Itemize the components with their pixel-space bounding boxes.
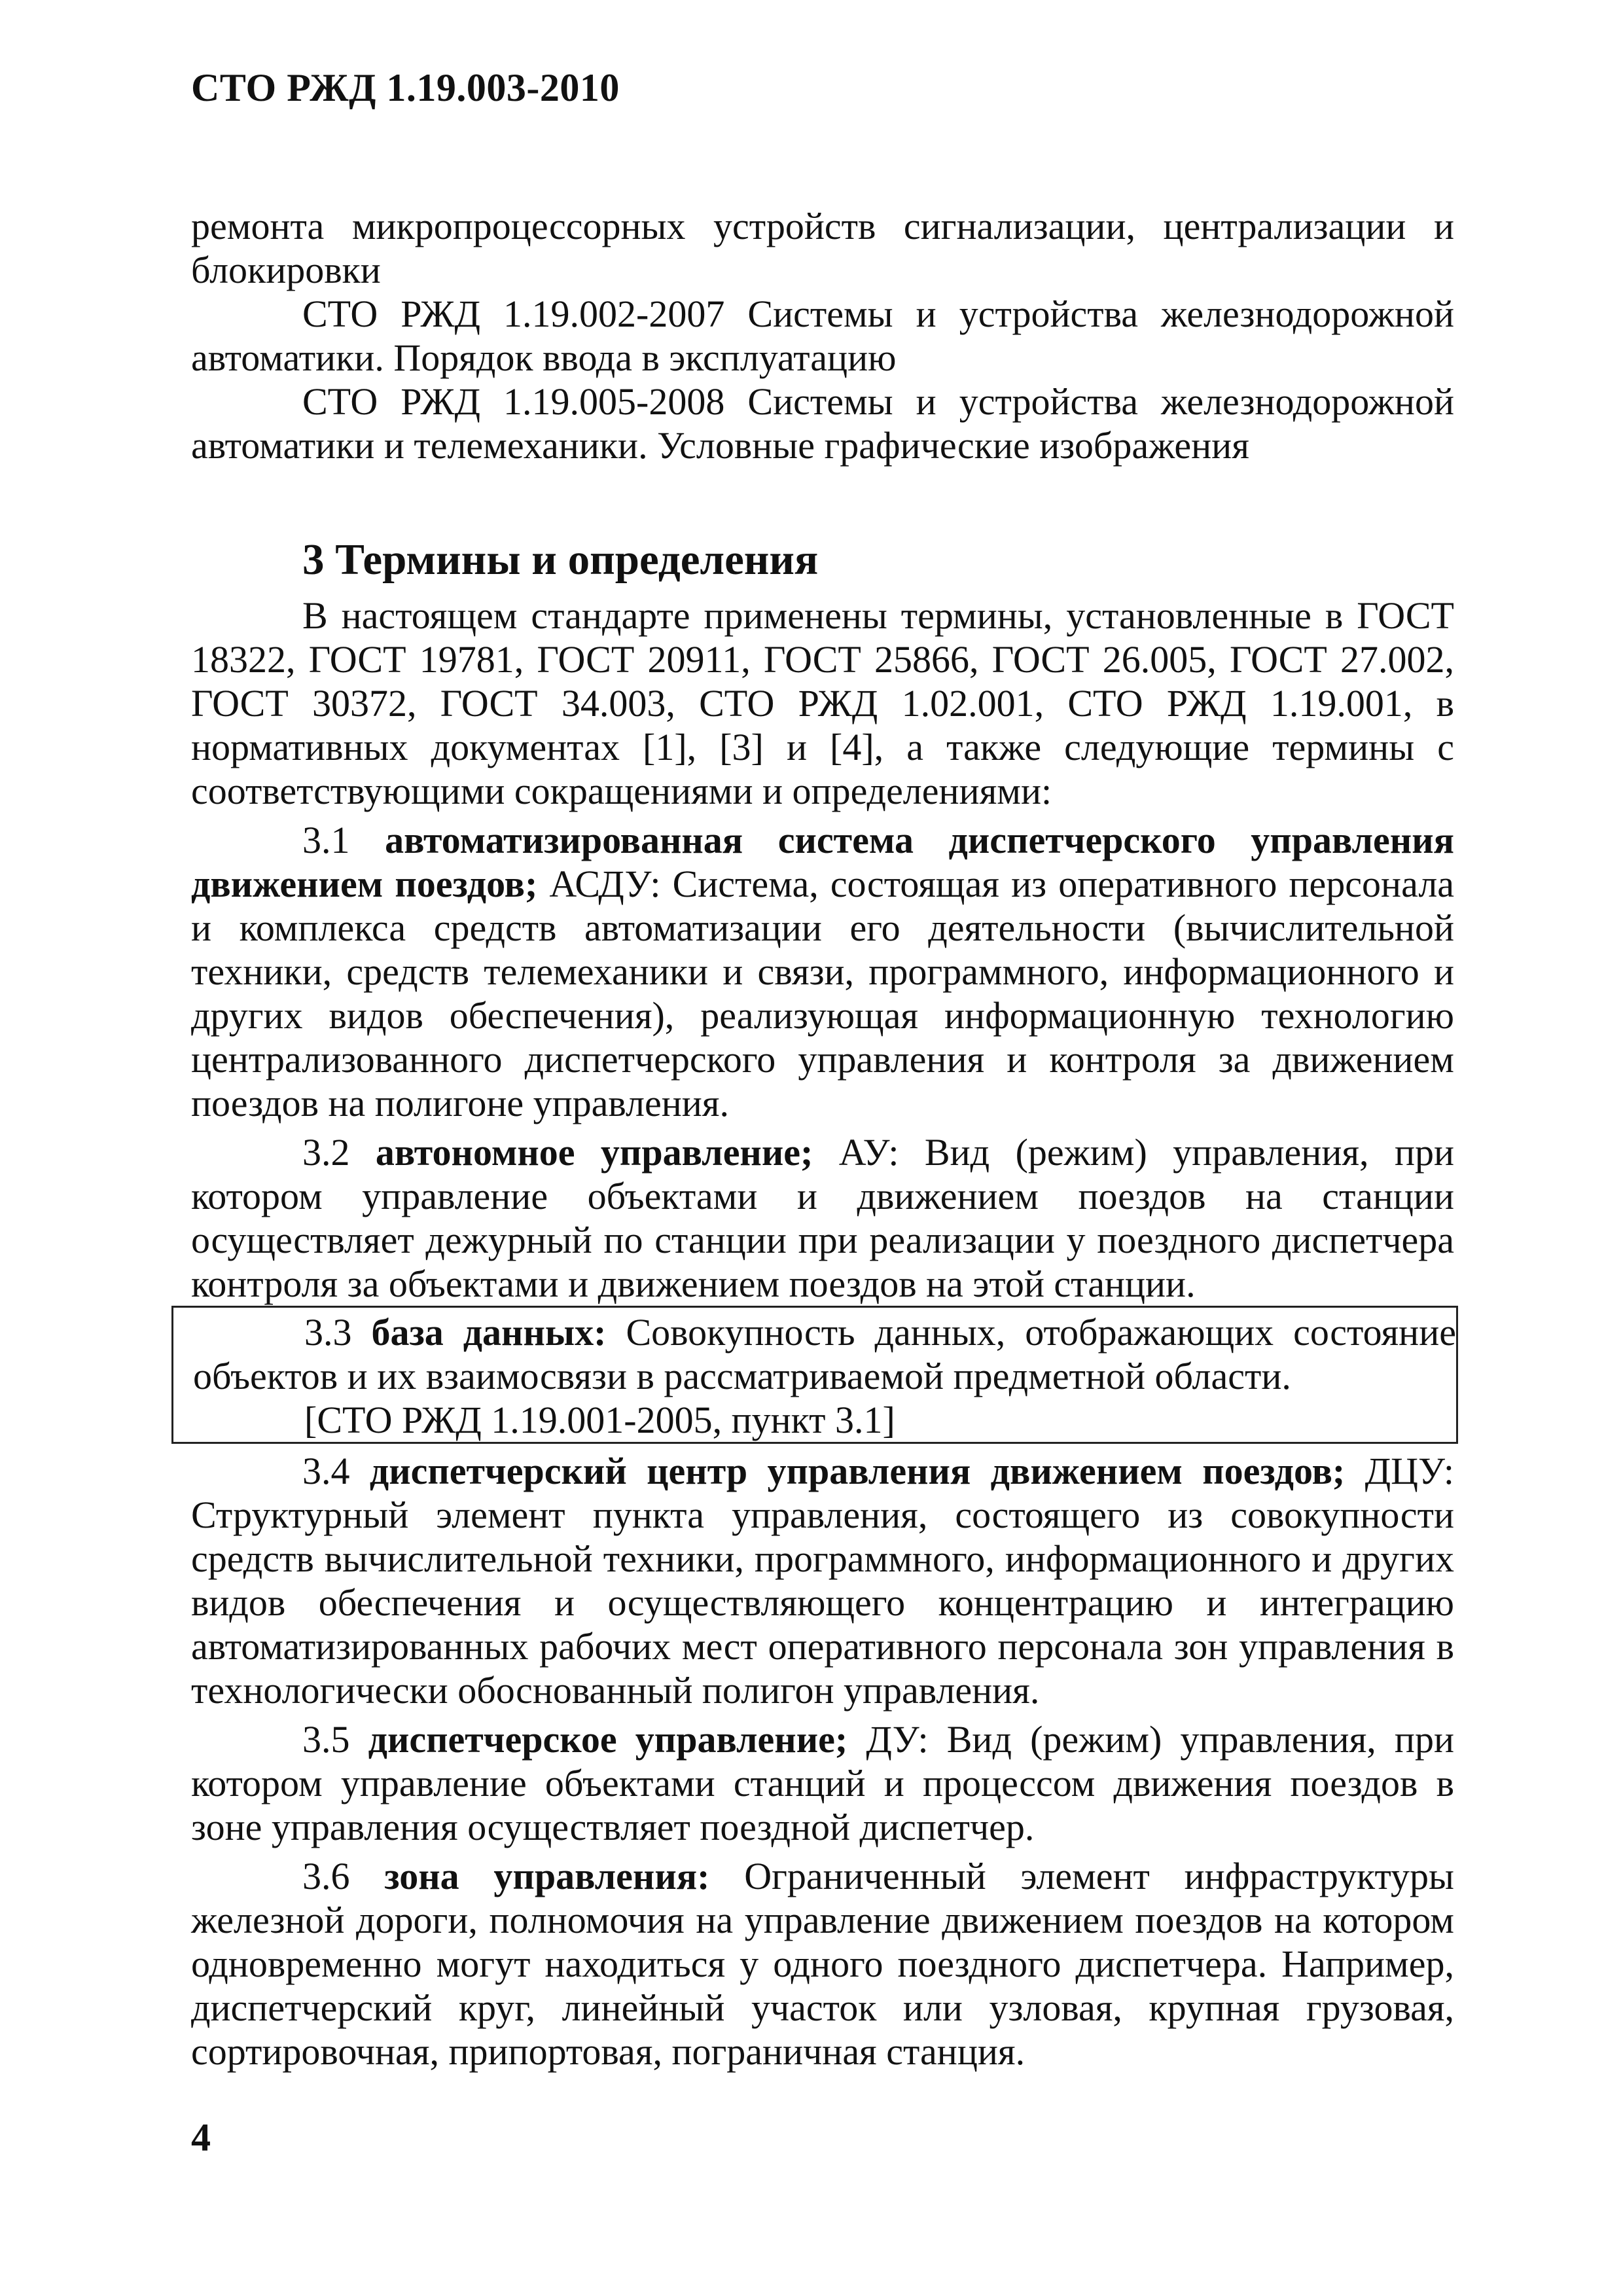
section-title: 3 Термины и определения [302,535,819,584]
term-name: автоматизированная система диспетчерского управления движением поездов; [191,819,1454,905]
term-entry-3-1 [191,818,1454,1125]
term-name: диспетчерское управление; [368,1718,848,1761]
term-number: 3.3 [304,1311,352,1354]
page-number: 4 [191,2116,211,2159]
term-number: 3.4 [302,1450,350,1492]
term-definition: АСДУ: Система, состоящая из оперативного персонала и комплекса средств автоматизации его деятельности (вычислительной техники, средств телемеханики и связи, программного, информационного и других видов обеспечения), реализующая информационную технологию централизованного диспетчерского управления и контроля за движением поездов на полигоне управления. [191,863,1455,1124]
term-definition: ДЦУ: Структурный элемент пункта управления, состоящего из совокупности средств вычислительной техники, программного, информационного и других видов обеспечения и осуществляющего концентрацию и интеграцию автоматизированных рабочих мест оперативного персонала зон управления в технологически обоснованный полигон управления. [191,1450,1455,1712]
term-entry-3-4 [191,1449,1454,1712]
reference-item: СТО РЖД 1.19.002-2007 Системы и устройства железнодорожной автоматики. Порядок ввода в эксплуатацию [191,293,1454,379]
term-definition: Совокупность данных, отображающих состояние объектов и их взаимосвязи в рассматриваемой предметной области. [193,1311,1456,1397]
term-definition: ДУ: Вид (режим) управления, при котором управление объектами станций и процессом движения поездов в зоне управления осуществляет поездной диспетчер. [191,1718,1454,1848]
term-entry-3-5 [191,1717,1454,1849]
term-source-reference: [СТО РЖД 1.19.001-2005, пункт 3.1] [304,1399,895,1441]
section-intro: В настоящем стандарте применены термины, установленные в ГОСТ 18322, ГОСТ 19781, ГОСТ 20911, ГОСТ 25866, ГОСТ 26.005, ГОСТ 27.002, ГОСТ 30372, ГОСТ 34.003, СТО РЖД 1.02.001, СТО РЖД 1.19.001, в нормативных документах [1], [3] и [4], а также следующие термины с соответствующими сокращениями и определениями: [191,594,1454,812]
term-definition: АУ: Вид (режим) управления, при котором управление объектами и движением поездов на станции осуществляет дежурный по станции при реализации у поездного диспетчера контроля за объектами и движением поездов на этой станции. [191,1131,1455,1305]
term-number: 3.2 [302,1131,350,1174]
term-name: автономное управление; [375,1131,813,1174]
term-entry-3-3-boxed [171,1306,1458,1444]
term-name: база данных: [371,1311,607,1354]
term-entry-3-6 [191,1854,1454,2073]
term-number: 3.5 [302,1718,350,1761]
page-content [191,204,1454,2073]
continuation-paragraph: ремонта микропроцессорных устройств сигнализации, централизации и блокировки [191,205,1454,291]
term-entry-3-2 [191,1130,1454,1306]
term-entry-3-3 [193,1310,1456,1398]
term-name: зона управления: [384,1855,710,1897]
reference-item: СТО РЖД 1.19.005-2008 Системы и устройства железнодорожной автоматики и телемеханики. Условные графические изображения [191,380,1454,467]
term-number: 3.6 [302,1855,350,1897]
term-name: диспетчерский центр управления движением поездов; [369,1450,1346,1492]
document-code-header: СТО РЖД 1.19.003-2010 [191,66,620,109]
term-number: 3.1 [302,819,350,861]
term-definition: Ограниченный элемент инфраструктуры железной дороги, полномочия на управление движением поездов на котором одновременно могут находиться у одного поездного диспетчера. Например, диспетчерский круг, линейный участок или узловая, крупная грузовая, сортировочная, припортовая, пограничная станция. [191,1855,1455,2073]
